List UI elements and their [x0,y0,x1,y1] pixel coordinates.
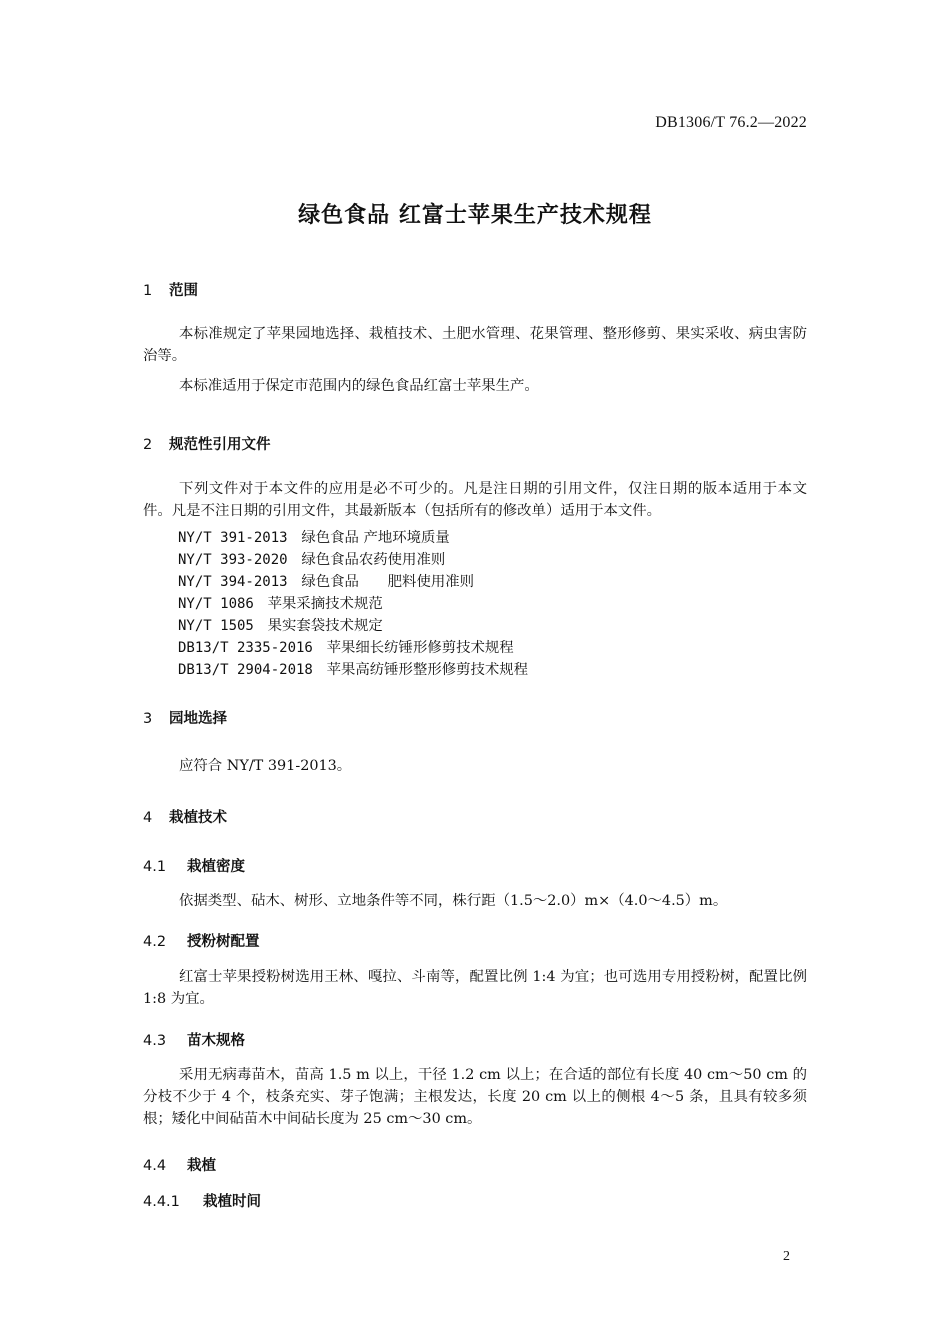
section-2-paragraph-1: 下列文件对于本文件的应用是必不可少的。凡是注日期的引用文件，仅注日期的版本适用于本文件。凡是不注日期的引用文件，其最新版本（包括所有的修改单）适用于本文件。 [143,481,807,519]
section-title: 苗木规格 [187,1033,245,1049]
section-number: 4.3 [143,1033,167,1049]
page-number: 2 [783,1249,790,1264]
section-4-1-paragraph: 依据类型、砧木、树形、立地条件等不同，株行距（1.5～2.0）m×（4.0～4.5）m。 [179,893,728,909]
section-2-heading [143,433,271,454]
reference-code: DB13/T 2335-2016 [178,640,313,656]
section-title: 栽植技术 [169,810,227,826]
section-title: 授粉树配置 [187,934,260,950]
section-title: 栽植时间 [203,1194,261,1210]
section-4-1-heading [143,855,245,876]
section-number: 4.2 [143,934,167,950]
section-number: 2 [143,437,153,453]
section-4-4-heading [143,1154,216,1175]
reference-item [178,636,514,657]
section-4-2-paragraph: 红富士苹果授粉树选用王林、嘎拉、斗南等，配置比例 1:4 为宜；也可选用专用授粉树，配置比例 1:8 为宜。 [143,969,807,1007]
reference-code: NY/T 394-2013 [178,574,288,590]
section-number: 4 [143,810,153,826]
reference-code: NY/T 393-2020 [178,552,288,568]
reference-title: 果实套袋技术规定 [267,618,383,634]
section-number: 4.4.1 [143,1194,180,1210]
section-number: 4.4 [143,1158,167,1174]
reference-title: 绿色食品农药使用准则 [301,552,446,568]
reference-item [178,548,445,569]
reference-item [178,592,383,613]
section-number: 4.1 [143,859,167,875]
reference-title: 绿色食品 产地环境质量 [301,530,450,546]
section-4-4-1-heading [143,1190,261,1211]
section-number: 3 [143,711,153,727]
section-3-heading [143,707,227,728]
section-4-2-heading [143,930,260,951]
reference-item [178,570,474,591]
reference-item [178,658,528,679]
reference-title: 绿色食品 肥料使用准则 [301,574,475,590]
section-title: 范围 [169,283,198,299]
section-title: 园地选择 [169,711,227,727]
reference-item [178,526,450,547]
section-1-heading [143,279,198,300]
section-4-3-heading [143,1029,245,1050]
reference-code: NY/T 391-2013 [178,530,288,546]
section-title: 栽植 [187,1158,216,1174]
reference-title: 苹果细长纺锤形修剪技术规程 [326,640,514,656]
section-3-paragraph-1: 应符合 NY/T 391-2013。 [179,758,352,774]
reference-code: NY/T 1086 [178,596,254,612]
section-1-paragraph-1: 本标准规定了苹果园地选择、栽植技术、土肥水管理、花果管理、整形修剪、果实采收、病虫害防治等。 [143,326,807,364]
reference-item [178,614,383,635]
section-title: 规范性引用文件 [169,437,271,453]
section-1-paragraph-2: 本标准适用于保定市范围内的绿色食品红富士苹果生产。 [179,378,539,394]
reference-code: NY/T 1505 [178,618,254,634]
document-title: 绿色食品 红富士苹果生产技术规程 [298,203,652,228]
section-4-3-paragraph: 采用无病毒苗木，苗高 1.5 m 以上，干径 1.2 cm 以上；在合适的部位有长度 40 cm～50 cm 的分枝不少于 4 个，枝条充实、芽子饱满；主根发达，长度 20 cm 以上的侧根 4～5 条，且具有较多须根；矮化中间砧苗木中间砧长度为 25 cm～30 cm。 [143,1067,807,1127]
section-title: 栽植密度 [187,859,245,875]
document-code: DB1306/T 76.2—2022 [655,114,807,131]
section-4-heading [143,806,227,827]
reference-title: 苹果高纺锤形整形修剪技术规程 [326,662,529,678]
reference-title: 苹果采摘技术规范 [267,596,383,612]
section-number: 1 [143,283,153,299]
reference-code: DB13/T 2904-2018 [178,662,313,678]
